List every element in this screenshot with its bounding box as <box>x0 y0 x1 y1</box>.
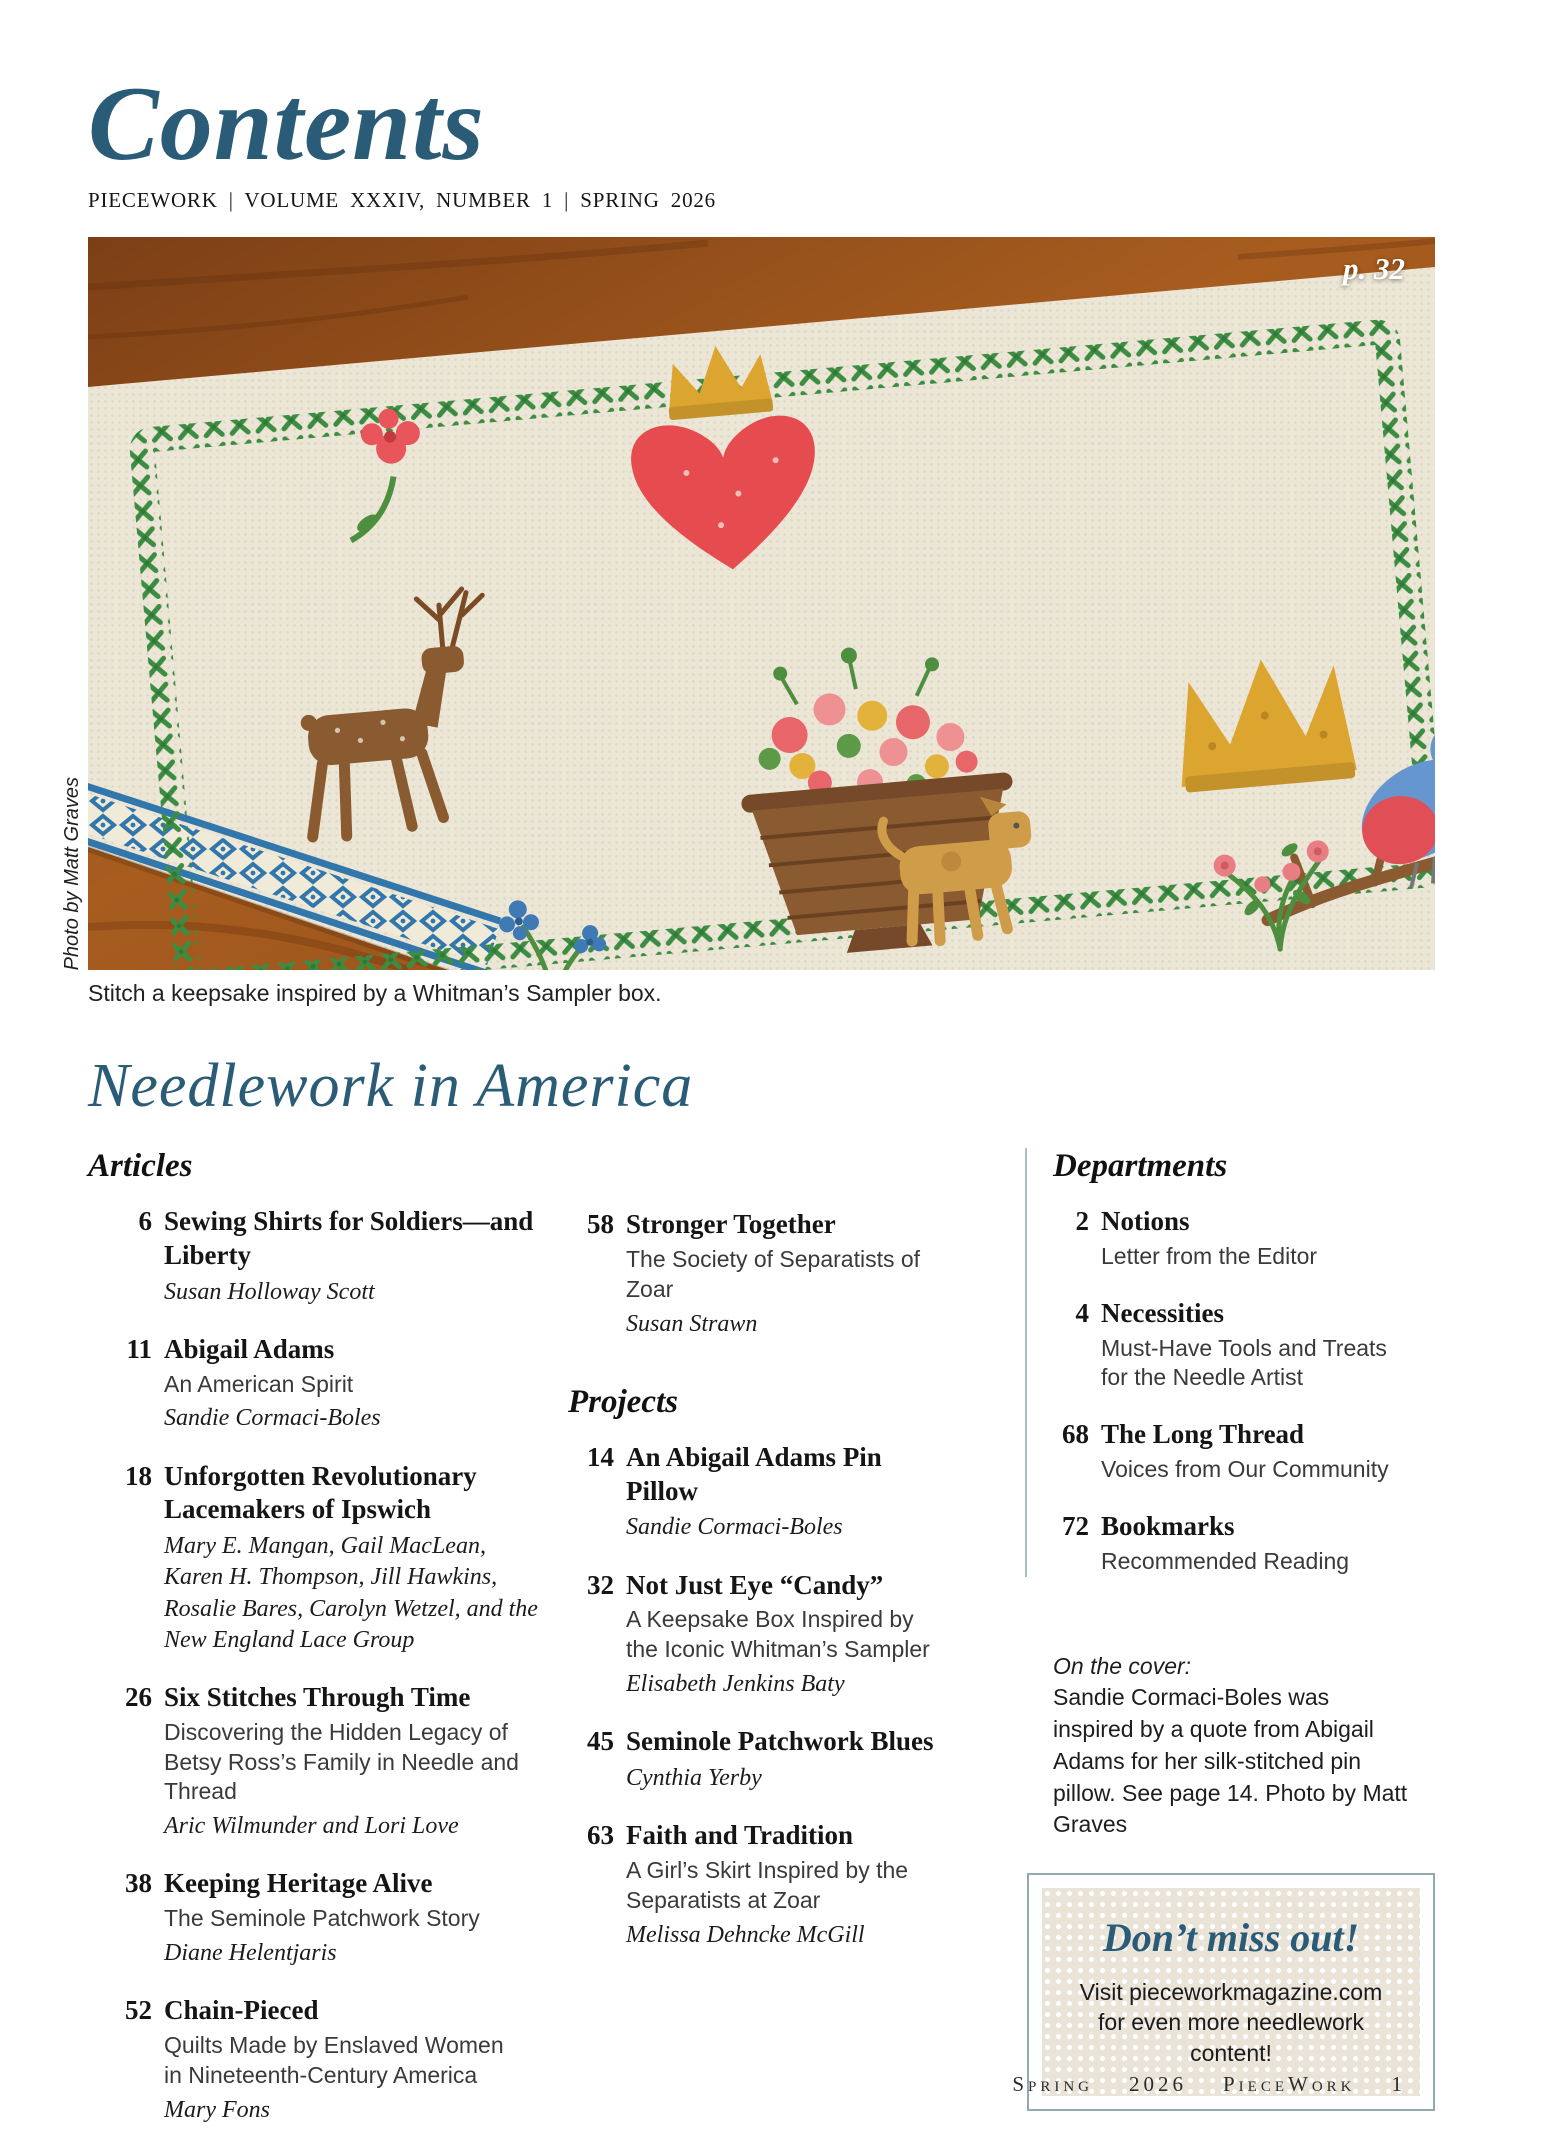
entry-title: Bookmarks <box>1101 1510 1235 1541</box>
entry-author: Cynthia Yerby <box>626 1764 762 1791</box>
entry-page-number: 38 <box>125 1868 152 1899</box>
entry-title: Six Stitches Through Time <box>164 1681 471 1712</box>
entry-body <box>164 1333 568 1435</box>
entry-page-number: 58 <box>587 1209 614 1240</box>
entry-body <box>626 1569 1025 1701</box>
entry-author: Mary Fons <box>164 2096 270 2123</box>
footer-page-number: 1 <box>1391 2072 1402 2096</box>
entry-page-number: 68 <box>1062 1419 1089 1450</box>
entry-author: Melissa Dehncke McGill <box>626 1921 865 1948</box>
projects-list <box>568 1441 1025 1951</box>
entry-title: Sewing Shirts for Soldiers—and Liberty <box>164 1206 534 1270</box>
articles-list-column1 <box>88 1205 568 2126</box>
entry-body <box>626 1208 1025 1340</box>
photo-page-ref: p. 32 <box>1343 251 1405 287</box>
entry-author: Aric Wilmunder and Lori Love <box>164 1813 459 1840</box>
entry-title: Not Just Eye “Candy” <box>626 1569 884 1600</box>
toc-entry <box>88 1681 568 1843</box>
departments-heading: Departments <box>1053 1148 1228 1185</box>
entry-body <box>1101 1297 1435 1394</box>
photo-caption: Stitch a keepsake inspired by a Whitman’s Sampler box. <box>88 980 662 1007</box>
toc-grid <box>88 1148 1435 2150</box>
entry-subtitle: A Girl’s Skirt Inspired by the Separatists at Zoar <box>626 1856 909 1913</box>
entry-title: Unforgotten Revolutionary Lacemakers of Ipswich <box>164 1460 477 1525</box>
promo-heading: Don’t miss out! <box>1102 1914 1360 1960</box>
entry-title: Abigail Adams <box>164 1333 335 1364</box>
sampler-photo <box>61 237 1435 971</box>
entry-page-number: 32 <box>587 1569 614 1600</box>
on-the-cover-text: Sandie Cormaci-Boles was inspired by a quote from Abigail Adams for her silk-stitched pin pillow. See page 14. Photo by Matt Graves <box>1053 1684 1408 1838</box>
on-the-cover-note <box>1025 1651 1413 1841</box>
departments-section <box>1025 1148 1435 1576</box>
entry-author: Sandie Cormaci-Boles <box>626 1514 843 1541</box>
entry-title: Stronger Together <box>626 1209 836 1240</box>
page-content <box>61 0 1435 2150</box>
entry-page-number: 2 <box>1075 1206 1089 1237</box>
entry-body <box>626 1725 1025 1794</box>
entry-page-number: 14 <box>587 1441 614 1472</box>
entry-page-number: 4 <box>1075 1297 1089 1328</box>
entry-body <box>164 1994 568 2126</box>
entry-title: Necessities <box>1101 1297 1224 1328</box>
entry-body <box>164 1681 568 1843</box>
entry-subtitle: Must-Have Tools and Treats for the Needle Artist <box>1101 1334 1387 1391</box>
page-title: Contents <box>88 65 485 182</box>
entry-body <box>164 1460 568 1656</box>
entry-page-number: 63 <box>587 1820 614 1851</box>
entry-subtitle: The Seminole Patchwork Story <box>164 1905 480 1932</box>
toc-entry <box>88 1994 568 2126</box>
entry-author: Susan Holloway Scott <box>164 1278 375 1305</box>
entry-subtitle: An American Spirit <box>164 1370 354 1397</box>
entry-subtitle: Voices from Our Community <box>1101 1456 1389 1483</box>
toc-entry <box>568 1569 1025 1701</box>
toc-entry <box>568 1725 1025 1794</box>
masthead-line: PIECEWORK | VOLUME XXXIV, NUMBER 1 | SPRING 2026 <box>88 188 716 213</box>
photo-credit: Photo by Matt Graves <box>61 776 83 971</box>
entry-subtitle: Letter from the Editor <box>1101 1242 1318 1269</box>
on-the-cover-label: On the cover: <box>1053 1652 1192 1679</box>
footer-season: Spring <box>1012 2072 1093 2096</box>
entry-subtitle: The Society of Separatists of Zoar <box>626 1245 921 1302</box>
toc-entry <box>568 1441 1025 1544</box>
entry-page-number: 72 <box>1062 1510 1089 1541</box>
entry-body <box>164 1205 568 1308</box>
promo-body: Visit pieceworkmagazine.com for even more needlework content! <box>1079 1978 1383 2066</box>
entry-body <box>1101 1418 1435 1485</box>
articles-list-column2 <box>568 1148 1025 1340</box>
entry-subtitle: Recommended Reading <box>1101 1547 1350 1574</box>
footer-year: 2026 <box>1129 2072 1187 2096</box>
entry-body <box>626 1819 1025 1951</box>
toc-column-3 <box>1025 1148 1435 2111</box>
footer-magazine-name: PieceWork <box>1223 2072 1356 2096</box>
toc-column-1 <box>88 1148 568 2150</box>
entry-author: Diane Helentjaris <box>164 1940 337 1967</box>
articles-heading: Articles <box>88 1148 193 1185</box>
departments-list <box>1053 1205 1435 1576</box>
entry-page-number: 52 <box>125 1995 152 2026</box>
entry-author: Mary E. Mangan, Gail MacLean, Karen H. Thompson, Jill Hawkins, Rosalie Bares, Carolyn Wetzel, and the New England Lace Group <box>164 1533 538 1653</box>
toc-entry <box>1053 1205 1435 1272</box>
toc-entry <box>568 1819 1025 1951</box>
entry-title: Faith and Tradition <box>626 1820 854 1851</box>
entry-subtitle: Discovering the Hidden Legacy of Betsy Ross’s Family in Needle and Thread <box>164 1718 519 1805</box>
entry-title: An Abigail Adams Pin Pillow <box>626 1441 882 1506</box>
toc-entry <box>568 1208 1025 1340</box>
entry-author: Susan Strawn <box>626 1310 758 1337</box>
toc-entry <box>1053 1297 1435 1394</box>
entry-page-number: 11 <box>126 1333 152 1364</box>
projects-heading: Projects <box>568 1383 678 1420</box>
entry-subtitle: A Keepsake Box Inspired by the Iconic Whitman’s Sampler <box>626 1606 930 1663</box>
entry-author: Elisabeth Jenkins Baty <box>626 1671 845 1698</box>
entry-body <box>1101 1205 1435 1272</box>
entry-author: Sandie Cormaci-Boles <box>164 1405 381 1432</box>
toc-entry <box>1053 1418 1435 1485</box>
cross-stitch-sampler-illustration <box>88 237 1435 970</box>
toc-entry <box>88 1333 568 1435</box>
toc-column-2 <box>568 1148 1025 1976</box>
entry-title: Seminole Patchwork Blues <box>626 1726 934 1757</box>
toc-entry <box>88 1460 568 1656</box>
entry-title: Keeping Heritage Alive <box>164 1868 433 1899</box>
toc-entry <box>88 1205 568 1308</box>
toc-entry <box>88 1867 568 1969</box>
entry-page-number: 26 <box>125 1681 152 1712</box>
entry-page-number: 6 <box>138 1206 152 1237</box>
entry-title: Chain-Pieced <box>164 1995 319 2026</box>
entry-body <box>164 1867 568 1969</box>
section-title: Needlework in America <box>88 1052 694 1121</box>
page-footer <box>88 2072 1402 2097</box>
entry-title: The Long Thread <box>1101 1419 1305 1450</box>
entry-page-number: 45 <box>587 1726 614 1757</box>
entry-body <box>1101 1510 1435 1577</box>
entry-page-number: 18 <box>125 1460 152 1491</box>
toc-entry <box>1053 1510 1435 1577</box>
promo-box-inner <box>1042 1888 1420 2096</box>
entry-body <box>626 1441 1025 1544</box>
entry-subtitle: Quilts Made by Enslaved Women in Nineteenth-Century America <box>164 2032 504 2088</box>
entry-title: Notions <box>1101 1206 1190 1237</box>
